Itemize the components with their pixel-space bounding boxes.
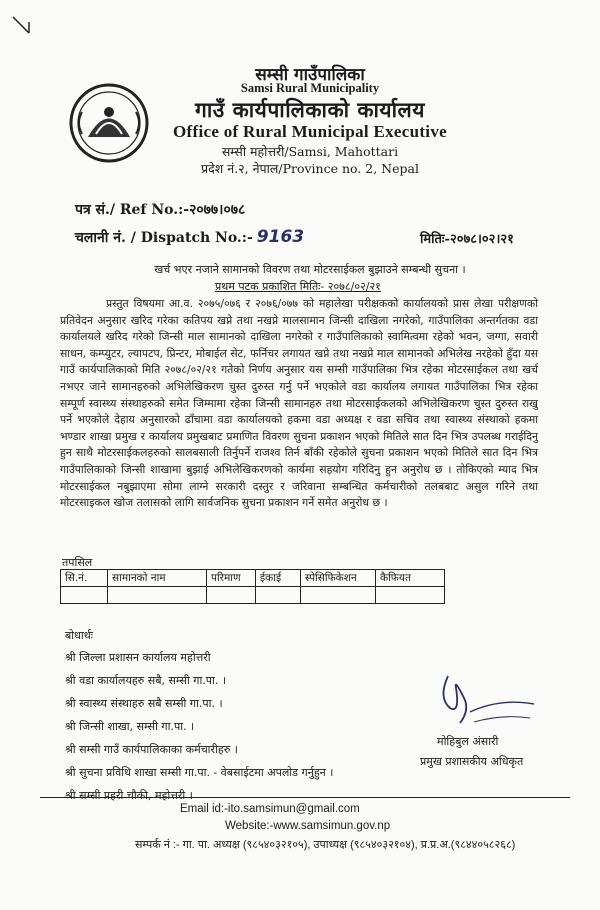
- table-cell: [256, 587, 301, 604]
- table-header-cell: स्पेसिफिकेशन: [301, 570, 376, 587]
- cc-item: श्री जिल्ला प्रशासन कार्यालय महोत्तरी: [65, 651, 211, 664]
- dispatch-number: [75, 227, 304, 247]
- municipality-name-english: Samsi Rural Municipality: [240, 81, 380, 95]
- municipality-seal-icon: [68, 82, 150, 164]
- cc-item: श्री वडा कार्यालयहरु सबै, सम्सी गा.पा. ।: [65, 674, 227, 687]
- table-header-cell: कैफियत: [376, 570, 445, 587]
- table-cell: [108, 587, 207, 604]
- date-label: मितिः-: [420, 232, 450, 247]
- ref-number: [75, 200, 245, 219]
- office-name-english: Office of Rural Municipal Executive: [173, 122, 447, 141]
- signatory-title: प्रमुख प्रशासकीय अधिकृत: [420, 755, 524, 768]
- footer-email: Email id:-ito.samsimun@gmail.com: [180, 803, 360, 815]
- table-header-row: [61, 570, 445, 587]
- ref-value: २०७७।०७८: [189, 202, 246, 218]
- corner-mark-icon: [10, 14, 32, 36]
- table-cell: [207, 587, 256, 604]
- table-header-cell: सि.नं.: [61, 570, 108, 587]
- municipality-name-nepali: सम्सी गाउँपालिका: [255, 65, 365, 85]
- date-value: २०७८।०२।२१: [449, 232, 514, 247]
- schedule-label: तपसिल: [62, 556, 93, 569]
- cc-item: श्री जिन्सी शाखा, सम्सी गा.पा. ।: [65, 720, 195, 733]
- footer-contact: सम्पर्क नं :- गा. पा. अध्यक्ष (९८५४०३२१०५), उपाध्यक्ष (९८५४०३२१०४), प्र.प्र.अ.(९८४४०५८२६८): [135, 839, 516, 851]
- table-cell: [61, 587, 108, 604]
- published-date-line: प्रथम पटक प्रकाशित मितिः- २०७८/०२/२१: [215, 280, 381, 293]
- dispatch-label: चलानी नं. / Dispatch No.:-: [75, 230, 253, 246]
- table-header-cell: सामानको नाम: [108, 570, 207, 587]
- footer-divider: [40, 797, 570, 798]
- cc-item: श्री स्वास्थ्य संस्थाहरु सबै सम्सी गा.पा. ।: [65, 697, 223, 710]
- table-row: [61, 587, 445, 604]
- subject-line: खर्च भएर नजाने सामानको विवरण तथा मोटरसाईकल बुझाउने सम्बन्धी सुचना ।: [154, 263, 466, 276]
- ref-label: पत्र सं./ Ref No.:-: [75, 202, 190, 218]
- table-header-cell: परिमाण: [207, 570, 256, 587]
- handwritten-signature: [430, 668, 540, 738]
- cc-label: बोधार्थः: [65, 629, 93, 642]
- letter-date: [420, 229, 514, 247]
- province-line: प्रदेश नं.२, नेपाल/Province no. 2, Nepal: [201, 161, 419, 176]
- table-header-cell: ईकाई: [256, 570, 301, 587]
- dispatch-value: 9163: [256, 227, 305, 247]
- cc-item: श्री सुचना प्रविधि शाखा सम्सी गा.पा. - वेबसाईटमा अपलोड गर्नुहुन ।: [65, 766, 334, 779]
- cc-item: श्री सम्सी गाउँ कार्यपालिकाका कर्मचारीहरु ।: [65, 743, 238, 756]
- table-cell: [301, 587, 376, 604]
- inventory-table: [60, 569, 445, 604]
- address-line: सम्सी महोत्तरी/Samsi, Mahottari: [221, 144, 399, 159]
- body-paragraph: प्रस्तुत विषयमा आ.व. २०७५/०७६ र २०७६/०७७ को महालेखा परीक्षकको कार्यालयको प्रास लेखा परीक्षणको प्रतिवेदन अनुसार खरिद गरेका कतिपय खप्ने तथा नखप्ने मालसामान जिन्सी दाखिला नगरेको, गाउँपालिका अन्तर्गतका वडा कार्यालयले खरिद गरेको जिन्सी माल सामानको दाखिला नगरेको र गाउँपालिकाको स्वामित्वमा रहेको भवन, जग्गा, सवारी साधन, कम्प्युटर, ल्यापटप, प्रिन्टर, मोबाईल सेट, फर्निचर लगायत खप्ने तथा नखप्ने माल सामानको अभिलेख नरहेको हुँदा यस गाउँ कार्यपालिकाको मिति २०७८/०२/२१ गतेको निर्णय अनुसार यस सम्सी गाउँपालिका भित्र रहेका मोटरसाईकल तथा खर्च नभएर जाने सामानहरुको अभिलेखिकरण चुस्त दुरुस्त गर्नु पर्ने भएकोले वडा कार्यालय लगायत गाउँपालिका भित्र रहेका सम्पूर्ण स्वास्थ्य संस्थाहरुको समेत जिम्मामा रहेका जिन्सी सामानहरु तथा मोटरसाईकलको अभिलेखिकरण चुस्त दुरुस्त राखु पर्ने भएकोले देहाय अनुसारको ढाँचामा वडा कार्यालयको हकमा वडा अध्यक्ष र वडा सचिव तथा स्वास्थ्य संस्थाको हकमा भण्डार शाखा प्रमुख र कार्यालय प्रमुखबाट प्रमाणित विवरण सुचना प्रकाशन भएको मितिले सात दिन भित्र उपलब्ध गराईदिनु हुन साथै मोटरसाईकलहरुको सालबसाली तिर्नुपर्ने राजश्व तिर्न बाँकी रहेकोले सुचना प्रकाशन भएको मितिले सात दिन भित्र गाउँपालिकाको जिन्सी शाखामा बुझाई अभिलेखिकरणको कार्यमा सहयोग गरिदिनु हुन अनुरोध छ । तोकिएको म्याद भित्र मोटरसाईकल नबुझाएमा सोमा लाग्ने सरकारी दस्तुर र जरिवाना सम्बन्धित कर्मचारीको तलबबाट असुल गरिने तथा मोटरसाइकल खोज तलासको लागि सार्वजनिक सुचना प्रकाशन गर्ने समेत अनुरोध छ ।: [60, 297, 538, 510]
- footer-website: Website:-www.samsimun.gov.np: [225, 820, 391, 832]
- office-name-nepali: गाउँ कार्यपालिकाको कार्यालय: [195, 97, 425, 122]
- signatory-name: मोहिबुल अंसारी: [437, 735, 499, 748]
- cc-item: श्री सम्सी प्रहरी चौकी, महोत्तरी ।: [65, 789, 193, 802]
- table-cell: [376, 587, 445, 604]
